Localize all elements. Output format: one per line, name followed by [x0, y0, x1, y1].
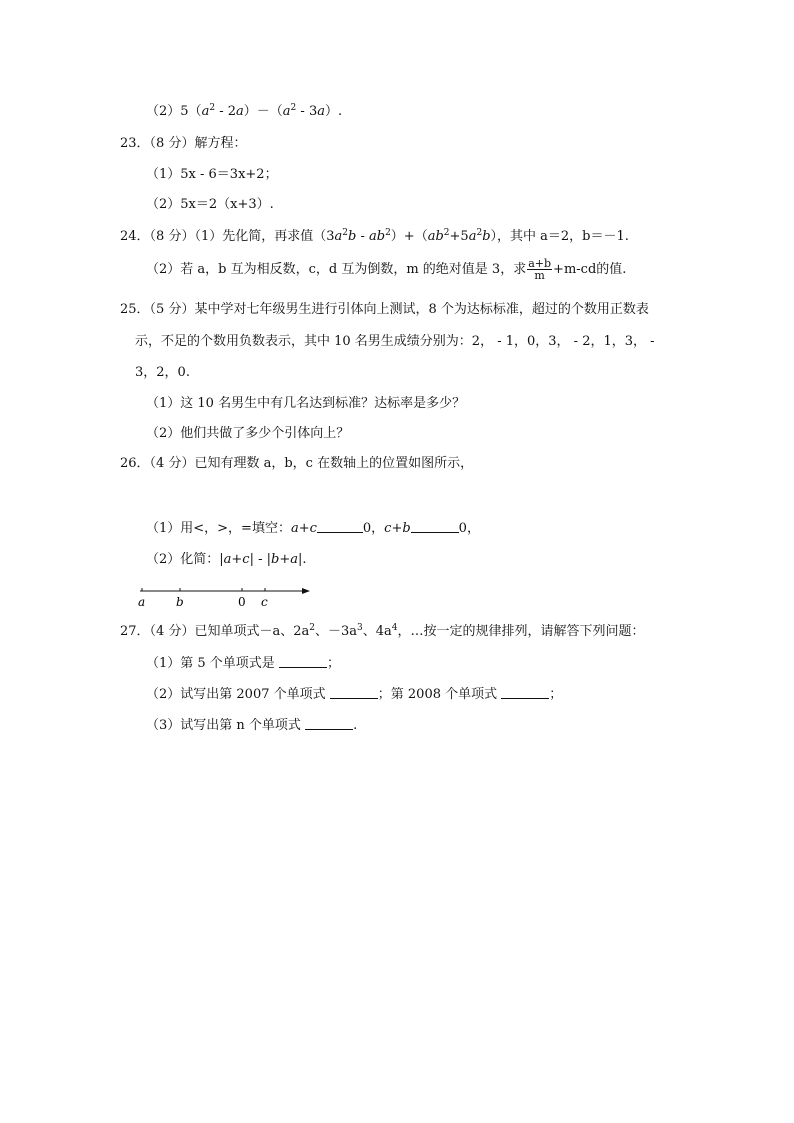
q22-part2: [146, 103, 342, 121]
t: | - |: [249, 552, 272, 567]
t: （1）第 5 个单项式是: [146, 656, 275, 671]
t: 2: [309, 623, 315, 633]
q25-line1: 25．（5 分）某中学对七年级男生进行引体向上测试，8 个为达标标准，超过的个数用正数表: [120, 302, 649, 317]
t: .: [353, 718, 358, 733]
denominator: m: [534, 269, 545, 282]
arrow-head-icon: [302, 588, 310, 594]
t: （1）用<，>，=填空：: [146, 521, 291, 536]
equation: 5x＝2（x+3）.: [180, 197, 274, 212]
q25-part2: （2）他们共做了多少个引体向上？: [146, 426, 350, 441]
t: b+a: [271, 552, 298, 567]
number-line-figure: [130, 580, 320, 610]
equation: 5x - 6＝3x+2；: [180, 167, 278, 182]
t: 5（: [180, 104, 202, 119]
answer-blank[interactable]: [305, 717, 353, 730]
t: a: [201, 104, 210, 119]
answer-blank[interactable]: [330, 686, 378, 699]
q23-head: 23．（8 分）解方程：: [120, 136, 247, 151]
t: 2: [290, 103, 297, 113]
t: a: [468, 229, 477, 244]
t: ；: [326, 656, 340, 671]
q23-part1: [146, 166, 278, 184]
t: 2: [209, 103, 216, 113]
t: a: [317, 104, 325, 119]
t: （2）若 a，b 互为相反数，c，d 互为倒数，m 的绝对值是 3，求: [146, 262, 527, 277]
t: +5: [449, 229, 469, 244]
t: 2: [476, 228, 483, 238]
axis-label-zero: 0: [238, 595, 246, 609]
t: c+b: [384, 521, 411, 536]
q25-line2: 示，不足的个数用负数表示，其中 10 名男生成绩分别为：2， - 1，0，3， - 2，1，3， -: [135, 334, 655, 349]
t: 、4a: [362, 624, 392, 639]
t: - 3: [296, 104, 318, 119]
answer-blank[interactable]: [501, 686, 549, 699]
t: a+c: [290, 521, 317, 536]
t: 0，: [362, 521, 385, 536]
t: b -: [348, 229, 369, 244]
fraction: [527, 258, 552, 281]
t: |.: [297, 552, 307, 567]
t: ab: [427, 229, 444, 244]
q24-part2: [146, 258, 626, 281]
t: ；第 2008 个单项式: [377, 687, 498, 702]
numerator: a+b: [528, 257, 552, 270]
t: 24．（8 分）（1）先化简，再求值（3: [120, 229, 335, 244]
q26-head: 26．（4 分）已知有理数 a，b，c 在数轴上的位置如图所示，: [120, 456, 474, 471]
t: a: [236, 104, 244, 119]
t: b: [482, 229, 491, 244]
t: 0，: [458, 521, 480, 536]
label: （1）: [146, 167, 181, 182]
answer-blank[interactable]: [317, 520, 363, 533]
q24-part1: [120, 228, 629, 246]
answer-blank[interactable]: [279, 655, 327, 668]
t: ab: [368, 229, 386, 244]
axis-label-a: a: [138, 595, 146, 609]
t: （3）试写出第 n 个单项式: [146, 718, 301, 733]
q25-line3: 3，2，0.: [135, 365, 190, 380]
t: 2: [342, 228, 348, 238]
t: ，…按一定的规律排列，请解答下列问题：: [397, 624, 645, 639]
t: 2: [443, 228, 450, 238]
t: ；: [549, 687, 563, 702]
label: （2）: [146, 104, 181, 119]
q25-part1: （1）这 10 名男生中有几名达到标准？达标率是多少？: [146, 396, 466, 411]
t: 27．（4 分）已知单项式－a、2a: [120, 624, 310, 639]
q23-part2: [146, 196, 274, 214]
t: ），其中 a＝2，b＝－1.: [490, 229, 629, 244]
q27-part1: [146, 655, 340, 673]
t: （2）试写出第 2007 个单项式: [146, 687, 326, 702]
q27-part3: [146, 717, 357, 735]
axis-label-c: c: [261, 595, 268, 609]
t: - 2: [215, 104, 236, 119]
t: a: [282, 104, 291, 119]
t: ）－（: [243, 104, 283, 119]
answer-blank[interactable]: [411, 520, 459, 533]
q26-part1: [146, 520, 480, 538]
t: （2）化简：|: [146, 552, 224, 567]
q27-part2: [146, 686, 562, 704]
t: +m-cd的值.: [553, 262, 627, 277]
t: ）.: [324, 104, 343, 119]
axis-label-b: b: [176, 595, 184, 609]
t: a+c: [223, 552, 250, 567]
t: 2: [385, 228, 391, 238]
q27-head: [120, 623, 645, 641]
t: ）+（: [390, 229, 428, 244]
t: 3: [356, 623, 363, 633]
t: 、－3a: [314, 624, 357, 639]
q26-part2: [146, 551, 307, 569]
t: 4: [391, 623, 398, 633]
label: （2）: [146, 197, 181, 212]
t: a: [334, 229, 343, 244]
